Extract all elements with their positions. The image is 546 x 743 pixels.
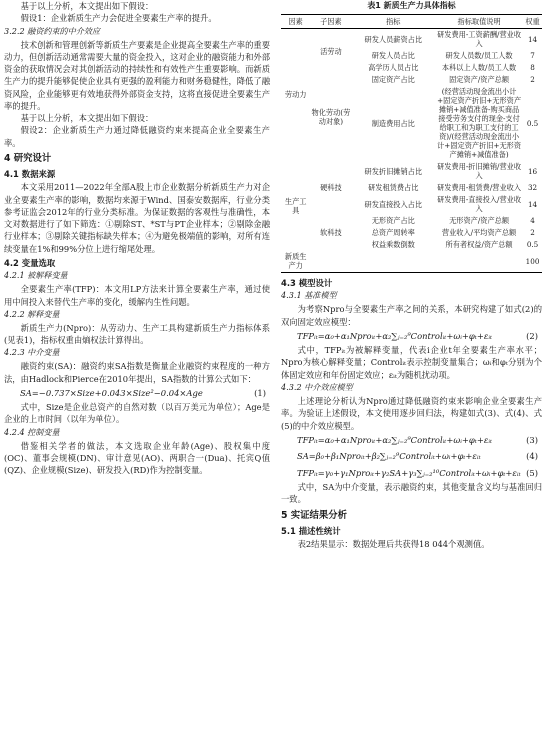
paragraph: 式中，Size是企业总资产的自然对数（以百万美元为单位）；Age是企业的上市时间（以年为单位）。 (4, 402, 270, 425)
paragraph: 融资约束(SA)：融资约束SA指数是衡量企业融资约束程度的一种方法，由Hadlock和Pierce在2010年提出，SA指数的计算公式如下： (4, 361, 270, 384)
equation-body: TFPᵢₜ=α₀+α₁Nproᵢₜ+α₂∑ⱼ₌₂⁹Controlᵢₜ+ωᵢ+φₜ+εᵢₜ (297, 330, 493, 341)
paragraph: 基于以上分析，本文提出如下假设： (20, 113, 154, 124)
indicator-cell: 固定资产占比 (371, 75, 415, 85)
subfactor-cell: 硬科技 (320, 183, 342, 193)
paragraph: 本文采用2011—2022年全部A股上市企业数据分析新质生产力对企业全要素生产率的影响，数据均来源于Wind、国泰安数据库，行业分类参考证监会2012年的行业分类标准。为保证数据的客观性与准确性，本文对数据进行了如下筛选：①剔除ST、*ST与PT企业样本；②剔除金融行业样本；③剔除关键指标缺失样本；④为避免极端值的影响，对所有连续变量在1%和99%分位上进行缩尾处理。 (4, 182, 270, 254)
equation-number: (5) (526, 467, 538, 478)
definition-cell: 研发费用-直接投入/营业收入 (437, 195, 522, 214)
header-cell: 权重 (523, 14, 542, 28)
definition-cell: (经营活动现金流出小计+固定资产折旧+无形资产摊销+减值准备-购买商品接受劳务支付的现金-支付给职工和为职工支付的工资)/(经营活动现金流出小计+固定资产折旧+无形资产摊销+减值准备) (437, 87, 522, 160)
section-heading-5: 5 实证结果分析 (281, 509, 348, 521)
paragraph: 全要素生产率(TFP)：本文用LP方法来计算全要素生产率，通过使用中间投入来替代生产率的变化，缓解内生性问题。 (4, 284, 270, 307)
weight-cell: 2 (530, 75, 535, 85)
equation-body: SA=β₀+β₁Nproᵢₜ+β₂∑ⱼ₌₂⁹Controlᵢₜ+ωᵢ+φₜ+εᵢₜ (297, 451, 481, 462)
hypothesis-1: 假设1：企业新质生产力会促进全要素生产率的提升。 (20, 13, 217, 24)
equation-5 (281, 465, 542, 481)
indicator-cell: 总资产周转率 (371, 228, 415, 238)
weight-cell: 14 (527, 199, 538, 209)
indicator-cell: 研发直接投入占比 (364, 199, 423, 209)
total-label-cell: 新质生产力 (281, 251, 310, 273)
weight-cell: 0.5 (526, 118, 539, 128)
weight-cell: 0.5 (526, 240, 539, 250)
equation-number: (3) (526, 434, 538, 445)
indicator-cell: 研发折旧摊销占比 (364, 166, 423, 176)
paragraph: 表2结果显示：数据处理后共获得18 044个观测值。 (297, 538, 490, 549)
section-heading-4-2-3: 4.2.3 中介变量 (4, 347, 60, 358)
definition-cell: 研发费用-租赁费/营业收入 (437, 183, 522, 193)
section-heading-4-2: 4.2 变量选取 (4, 257, 56, 268)
section-heading-4: 4 研究设计 (4, 152, 52, 164)
indicator-cell: 高学历人员占比 (368, 63, 419, 73)
table-row (281, 28, 542, 50)
definition-cell: 研发费用-工资薪酬/营业收入 (437, 30, 522, 49)
factor-cell: 生产工具 (284, 196, 307, 215)
indicator-cell: 制造费用占比 (371, 118, 415, 128)
table-row (281, 215, 542, 227)
definition-cell: 本科以上人数/员工人数 (441, 63, 517, 73)
weight-cell: 32 (527, 183, 538, 193)
equation-1 (4, 385, 270, 401)
section-heading-3-2-2: 3.2.2 融资约束的中介效应 (4, 25, 101, 36)
paragraph: 上述理论分析认为Npro通过降低融资约束来影响企业全要素生产率。为验证上述假设，本文使用逐步回归法，构建如式(3)、式(4)、式(5)的中介效应模型。 (281, 395, 542, 431)
hypothesis-2: 假设2：企业新质生产力通过降低融资约束来提高企业全要素生产率。 (4, 125, 270, 148)
weight-cell: 8 (530, 63, 535, 73)
equation-body: TFPᵢₜ=α₀+α₁Nproᵢₜ+α₂∑ⱼ₌₂⁹Controlᵢₜ+ωᵢ+φₜ+εᵢₜ (297, 434, 493, 445)
section-heading-4-3-1: 4.3.1 基准模型 (281, 290, 337, 301)
indicator-cell: 研发租赁费占比 (368, 183, 419, 193)
left-column (4, 0, 270, 477)
paragraph: 为考察Npro与全要素生产率之间的关系，本研究构建了如式(2)的双向固定效应模型： (281, 304, 542, 327)
section-heading-4-2-4: 4.2.4 控制变量 (4, 426, 60, 437)
indicator-cell: 无形资产占比 (371, 216, 415, 226)
equation-number: (2) (526, 330, 538, 341)
paragraph: 技术创新和管理创新等新质生产要素是企业提高全要素生产率的重要动力，但创新活动通常需要大量的资金投入，这对企业的融资能力和外部资金的获取情况会对其创新活动的持续性和有效性产生重要影响。而新质生产力的提升能够促使企业具有更强的盈利能力和财务稳健性，降低了融资风险，企业能够更有效地获得外部资金支持，这将直接促进全要素生产率的提升。 (4, 39, 270, 111)
equation-2 (281, 328, 542, 344)
paragraph: 式中，TFPᵢₜ为被解释变量，代表i企业t年全要素生产率水平；Npro为核心解释变量；Controlᵢₜ表示控制变量集合；ωᵢ和φₜ分别为个体固定效应和年份固定效应；εᵢₜ为随机扰动项。 (281, 345, 542, 380)
empty-cell (310, 251, 523, 273)
equation-body: SA=−0.737×Size+0.043×Size²−0.04×Age (20, 387, 203, 398)
table-total-row (281, 251, 542, 273)
subfactor-cell: 软科技 (320, 228, 342, 238)
table-header-row (281, 14, 542, 28)
indicator-cell: 研发人员占比 (371, 51, 415, 61)
table-title: 表1 新质生产力具体指标 (367, 1, 456, 10)
definition-cell: 研发费用-折旧摊销/营业收入 (437, 162, 522, 181)
table-row (281, 74, 542, 86)
weight-cell: 2 (530, 228, 535, 238)
indicator-cell: 研发人员薪资占比 (364, 34, 423, 44)
paragraph: 借鉴相关学者的做法，本文选取企业年龄(Age)、股权集中度(OC)、董事会规模(DN)、审计意见(AO)、两职合一(Dua)、托宾Q值(QZ)、企业规模(Size)、研发投入(RD)作为控制变量。 (4, 440, 270, 476)
header-cell: 因素 (281, 14, 310, 28)
header-cell: 指标取值说明 (435, 14, 523, 28)
definition-cell: 无形资产/资产总额 (449, 216, 510, 226)
equation-3 (281, 432, 542, 448)
equation-4 (281, 448, 542, 464)
paragraph: 式中，SA为中介变量，表示融资约束，其他变量含义均与基准回归一致。 (281, 482, 542, 505)
table-row (281, 161, 542, 182)
total-weight-cell: 100 (523, 251, 542, 273)
subfactor-cell: 活劳动 (320, 46, 342, 56)
header-cell: 子因素 (310, 14, 351, 28)
section-heading-4-2-2: 4.2.2 解释变量 (4, 308, 60, 319)
definition-cell: 固定资产/资产总额 (449, 75, 510, 85)
section-heading-4-2-1: 4.2.1 被解释变量 (4, 270, 68, 281)
weight-cell: 4 (530, 216, 535, 226)
equation-number: (1) (254, 387, 266, 398)
weight-cell: 16 (527, 166, 538, 176)
definition-cell: 营业收入/平均资产总额 (441, 228, 517, 238)
section-heading-4-3: 4.3 模型设计 (281, 277, 333, 288)
paragraph: 基于以上分析，本文提出如下假设： (20, 1, 154, 11)
section-heading-4-3-2: 4.3.2 中介效应模型 (281, 382, 353, 392)
section-heading-4-1: 4.1 数据来源 (4, 168, 56, 179)
weight-cell: 7 (530, 51, 535, 61)
table-body (281, 28, 542, 272)
indicator-cell: 权益乘数倒数 (371, 240, 415, 250)
weight-cell: 14 (527, 34, 538, 44)
header-cell: 指标 (351, 14, 435, 28)
equation-number: (4) (526, 451, 538, 462)
factor-cell: 劳动力 (284, 90, 307, 100)
paragraph: 新质生产力(Npro)：从劳动力、生产工具构建新质生产力指标体系(见表1)，指标权重由熵权法计算得出。 (4, 322, 270, 345)
subfactor-cell: 物化劳动(劳动对象) (311, 108, 351, 127)
right-column (281, 0, 542, 550)
definition-cell: 所有者权益/资产总额 (445, 240, 513, 250)
definition-cell: 研发人员数/员工人数 (445, 51, 513, 61)
equation-body: TFPᵢₜ=γ₀+γ₁Nproᵢₜ+γ₂SA+γ₃∑ⱼ₌₂¹⁰Controlᵢₜ+ωᵢ+φₜ+εᵢₜ (297, 467, 521, 478)
section-heading-5-1: 5.1 描述性统计 (281, 525, 341, 536)
indicator-table (281, 14, 542, 273)
